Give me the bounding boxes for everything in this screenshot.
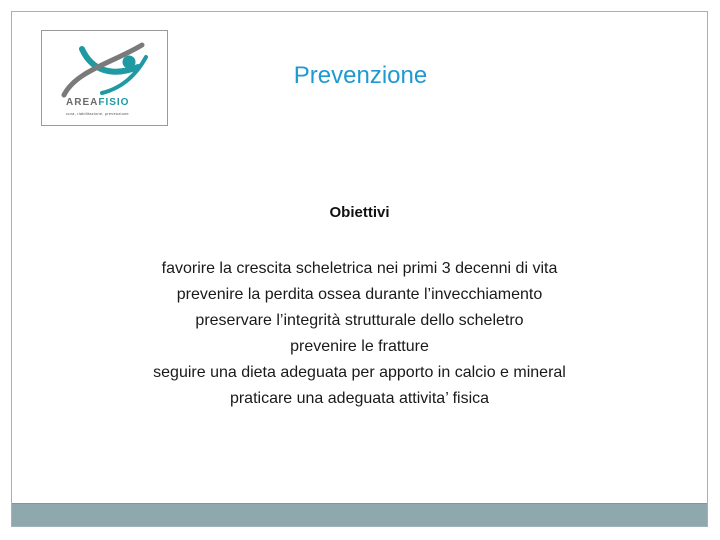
slide-title: Prevenzione xyxy=(293,62,428,89)
logo-tagline: cura, riabilitazione, prevenzione xyxy=(66,111,129,116)
logo-wordmark xyxy=(66,97,129,108)
objective-item: prevenire la perdita ossea durante l’invecchiamento xyxy=(176,286,543,303)
objective-item: seguire una dieta adeguata per apporto in calcio e mineral xyxy=(153,364,566,381)
logo-wordmark-fisio: FISIO xyxy=(98,97,130,108)
objective-item: preservare l’integrità strutturale dello scheletro xyxy=(195,312,524,329)
objective-item: favorire la crescita scheletrica nei primi 3 decenni di vita xyxy=(161,260,558,277)
objectives-list xyxy=(12,256,707,412)
objective-item: praticare una adeguata attivita’ fisica xyxy=(229,390,490,407)
objective-item: prevenire le fratture xyxy=(290,338,429,355)
logo-wordmark-area: AREA xyxy=(66,97,99,108)
areafisio-logo xyxy=(41,30,168,126)
slide-subtitle: Obiettivi xyxy=(329,204,390,221)
slide xyxy=(11,11,708,527)
footer-bar xyxy=(12,503,707,526)
